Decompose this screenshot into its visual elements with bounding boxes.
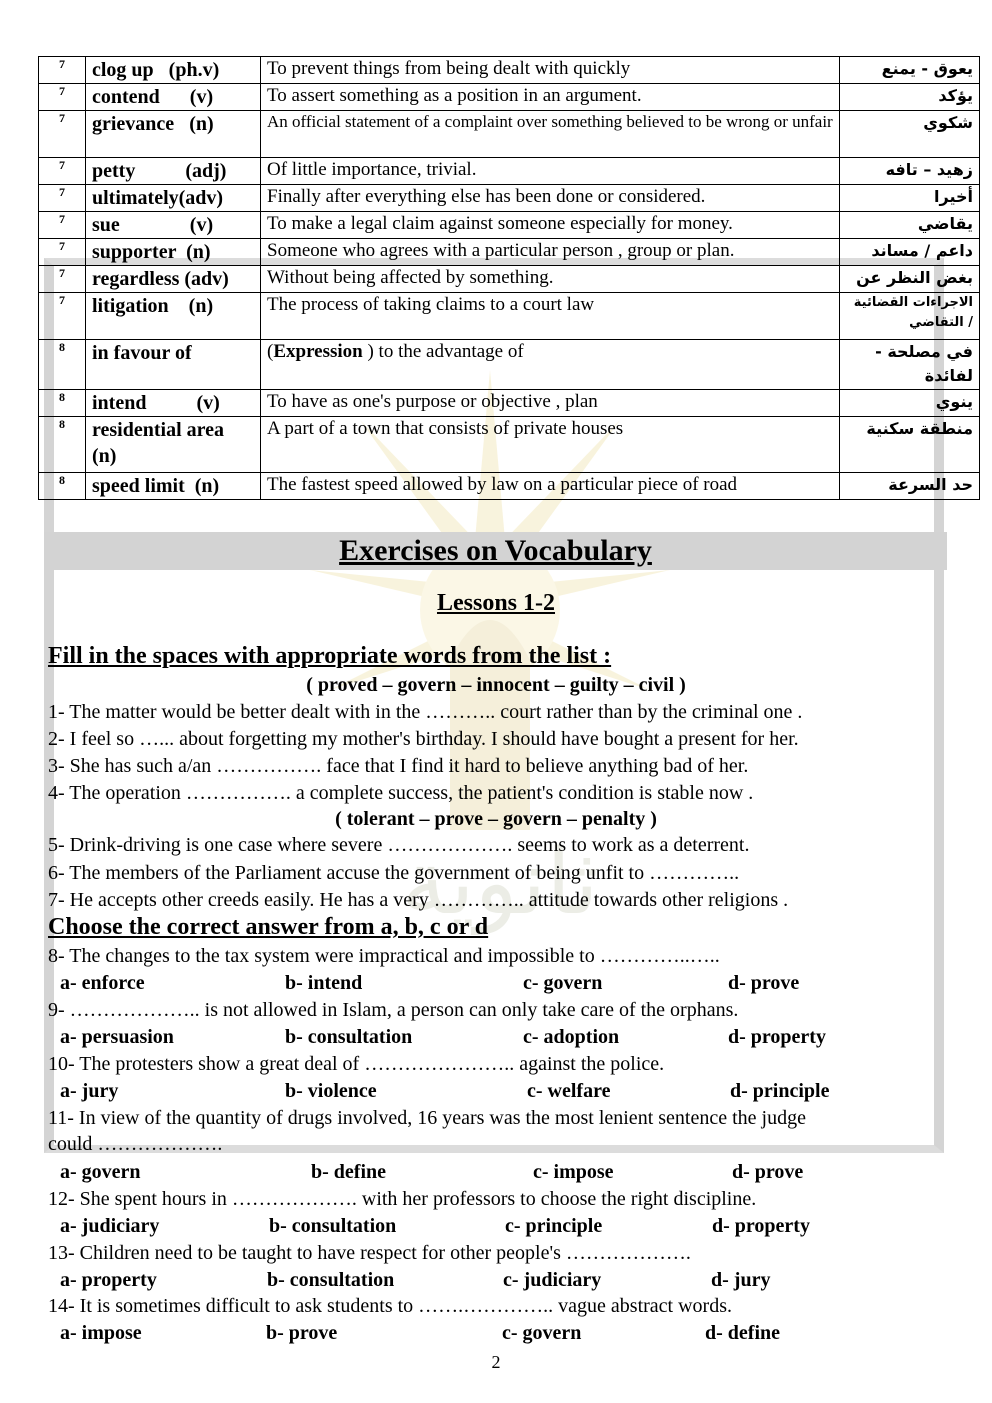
mcq-question: 11- In view of the quantity of drugs involved, 16 years was the most lenient sentence the judge (48, 1107, 806, 1129)
vocab-word: petty (adj) (86, 158, 261, 185)
vocab-definition: (Expression ) to the advantage of (261, 340, 840, 390)
vocab-row (39, 390, 980, 417)
vocab-arabic: يقاضي (840, 212, 980, 239)
vocab-definition: The process of taking claims to a court law (261, 293, 840, 340)
lesson-number: 8 (39, 340, 86, 390)
watermark-text: ثانوية (401, 830, 599, 935)
vocab-definition: An official statement of a complaint over something believed to be wrong or unfair (261, 111, 840, 158)
lesson-number: 8 (39, 417, 86, 473)
vocab-definition: Someone who agrees with a particular person , group or plan. (261, 239, 840, 266)
lesson-number: 8 (39, 473, 86, 500)
mcq-option-d[interactable]: d- prove (732, 1161, 804, 1183)
vocab-word: supporter (n) (86, 239, 261, 266)
vocab-word: contend (v) (86, 84, 261, 111)
vocab-definition: To assert something as a position in an argument. (261, 84, 840, 111)
mcq-option-b[interactable]: b- intend (285, 972, 363, 994)
mcq-option-d[interactable]: d- jury (711, 1269, 771, 1291)
vocab-arabic: منطقة سكنية (840, 417, 980, 473)
question-5: 5- Drink-driving is one case where severe ………………. seems to work as a deterrent. (48, 834, 750, 856)
vocab-arabic: حد السرعة (840, 473, 980, 500)
vocab-word: intend (v) (86, 390, 261, 417)
mcq-option-d[interactable]: d- property (712, 1215, 810, 1237)
lesson-number: 7 (39, 57, 86, 84)
mcq-question: 10- The protesters show a great deal of ………………….. against the police. (48, 1053, 665, 1075)
vocab-arabic: يؤكد (840, 84, 980, 111)
vocab-definition: A part of a town that consists of private houses (261, 417, 840, 473)
vocab-definition: To make a legal claim against someone especially for money. (261, 212, 840, 239)
vocab-word: speed limit (n) (86, 473, 261, 500)
mcq-option-a[interactable]: a- impose (60, 1322, 142, 1344)
vocab-row (39, 111, 980, 158)
mcq-option-b[interactable]: b- violence (285, 1080, 377, 1102)
exercises-title: Exercises on Vocabulary (339, 534, 652, 567)
vocab-word: clog up (ph.v) (86, 57, 261, 84)
word-list-1: ( proved – govern – innocent – guilty – civil ) (306, 674, 686, 696)
vocab-row (39, 158, 980, 185)
exercises-title-bar (44, 532, 947, 570)
vocab-definition: To prevent things from being dealt with quickly (261, 57, 840, 84)
vocab-word: in favour of (86, 340, 261, 390)
vocab-word: litigation (n) (86, 293, 261, 340)
vocab-row (39, 57, 980, 84)
vocab-arabic: ينوي (840, 390, 980, 417)
vocab-arabic: شكوي (840, 111, 980, 158)
lesson-number: 7 (39, 293, 86, 340)
vocabulary-table (38, 56, 980, 500)
vocab-row (39, 84, 980, 111)
mcq-question: 9- ……………….. is not allowed in Islam, a person can only take care of the orphans. (48, 999, 739, 1021)
fill-heading: Fill in the spaces with appropriate words from the list : (48, 643, 612, 669)
lesson-number: 7 (39, 185, 86, 212)
vocab-row (39, 340, 980, 390)
vocab-row (39, 212, 980, 239)
lesson-number: 7 (39, 84, 86, 111)
mcq-option-c[interactable]: c- impose (533, 1161, 614, 1183)
choose-heading: Choose the correct answer from a, b, c or d (48, 914, 489, 940)
vocab-row (39, 417, 980, 473)
mcq-question: 14- It is sometimes difficult to ask students to …….………….. vague abstract words. (48, 1295, 732, 1317)
vocab-row (39, 266, 980, 293)
mcq-question: 13- Children need to be taught to have respect for other people's ………………. (48, 1242, 691, 1264)
mcq-option-b[interactable]: b- prove (266, 1322, 338, 1344)
vocab-definition: To have as one's purpose or objective , plan (261, 390, 840, 417)
mcq-option-a[interactable]: a- persuasion (60, 1026, 174, 1048)
mcq-option-a[interactable]: a- property (60, 1269, 157, 1291)
mcq-question: 12- She spent hours in ………………. with her professors to choose the right discipline. (48, 1188, 757, 1210)
mcq-question-continued: could ………………. (48, 1133, 223, 1155)
vocab-row (39, 185, 980, 212)
mcq-option-b[interactable]: b- consultation (285, 1026, 413, 1048)
mcq-question: 8- The changes to the tax system were impractical and impossible to …………..….. (48, 945, 720, 967)
question-1: 1- The matter would be better dealt with in the ……….. court rather than by the criminal one . (48, 701, 803, 723)
mcq-option-d[interactable]: d- prove (728, 972, 800, 994)
vocab-definition: Without being affected by something. (261, 266, 840, 293)
lesson-number: 7 (39, 111, 86, 158)
mcq-option-b[interactable]: b- define (311, 1161, 386, 1183)
vocab-word: grievance (n) (86, 111, 261, 158)
mcq-option-d[interactable]: d- property (728, 1026, 826, 1048)
mcq-option-a[interactable]: a- enforce (60, 972, 145, 994)
vocab-arabic: يعوق - يمنع (840, 57, 980, 84)
lesson-number: 7 (39, 239, 86, 266)
vocab-word: ultimately(adv) (86, 185, 261, 212)
word-list-2: ( tolerant – prove – govern – penalty ) (335, 808, 657, 830)
question-7: 7- He accepts other creeds easily. He has a very ………….. attitude towards other religions . (48, 889, 789, 911)
mcq-option-c[interactable]: c- adoption (523, 1026, 620, 1048)
mcq-option-c[interactable]: c- principle (505, 1215, 603, 1237)
mcq-option-c[interactable]: c- welfare (527, 1080, 611, 1102)
mcq-option-c[interactable]: c- govern (523, 972, 603, 994)
lessons-subtitle: Lessons 1-2 (436, 590, 556, 616)
mcq-option-d[interactable]: d- principle (730, 1080, 830, 1102)
lesson-number: 8 (39, 390, 86, 417)
vocab-arabic: بغض النظر عن (840, 266, 980, 293)
lesson-number: 7 (39, 266, 86, 293)
vocab-arabic: أخيرا (840, 185, 980, 212)
mcq-option-b[interactable]: b- consultation (269, 1215, 397, 1237)
vocab-word: regardless (adv) (86, 266, 261, 293)
page-number: 2 (491, 1352, 501, 1372)
vocab-definition: Of little importance, trivial. (261, 158, 840, 185)
vocab-word: sue (v) (86, 212, 261, 239)
mcq-option-a[interactable]: a- judiciary (60, 1215, 160, 1237)
vocab-arabic: زهيد – تافه (840, 158, 980, 185)
mcq-option-c[interactable]: c- judiciary (503, 1269, 602, 1291)
mcq-option-c[interactable]: c- govern (502, 1322, 582, 1344)
question-4: 4- The operation ……………. a complete success, the patient's condition is stable now . (48, 782, 754, 804)
lesson-number: 7 (39, 212, 86, 239)
vocab-arabic: داعم / مساند (840, 239, 980, 266)
mcq-option-b[interactable]: b- consultation (267, 1269, 395, 1291)
vocab-definition: The fastest speed allowed by law on a particular piece of road (261, 473, 840, 500)
mcq-option-a[interactable]: a- govern (60, 1161, 141, 1183)
vocab-word: residential area (n) (86, 417, 261, 473)
definition-rest: ) to the advantage of (362, 341, 524, 362)
lesson-number: 7 (39, 158, 86, 185)
vocab-arabic: في مصلحة - لفائدة (840, 340, 980, 390)
vocab-row (39, 239, 980, 266)
vocab-definition: Finally after everything else has been done or considered. (261, 185, 840, 212)
question-6: 6- The members of the Parliament accuse the government of being unfit to ………….. (48, 862, 740, 884)
vocab-arabic: الاجراءات القضائية / التقاضي (840, 293, 980, 340)
question-2: 2- I feel so …... about forgetting my mother's birthday. I should have bought a present for her. (48, 728, 799, 750)
definition-bold: Expression (273, 341, 363, 362)
mcq-option-d[interactable]: d- define (705, 1322, 780, 1344)
vocab-row (39, 293, 980, 340)
mcq-option-a[interactable]: a- jury (60, 1080, 119, 1102)
question-3: 3- She has such a/an ……………. face that I find it hard to believe anything bad of her. (48, 755, 749, 777)
vocab-row (39, 473, 980, 500)
